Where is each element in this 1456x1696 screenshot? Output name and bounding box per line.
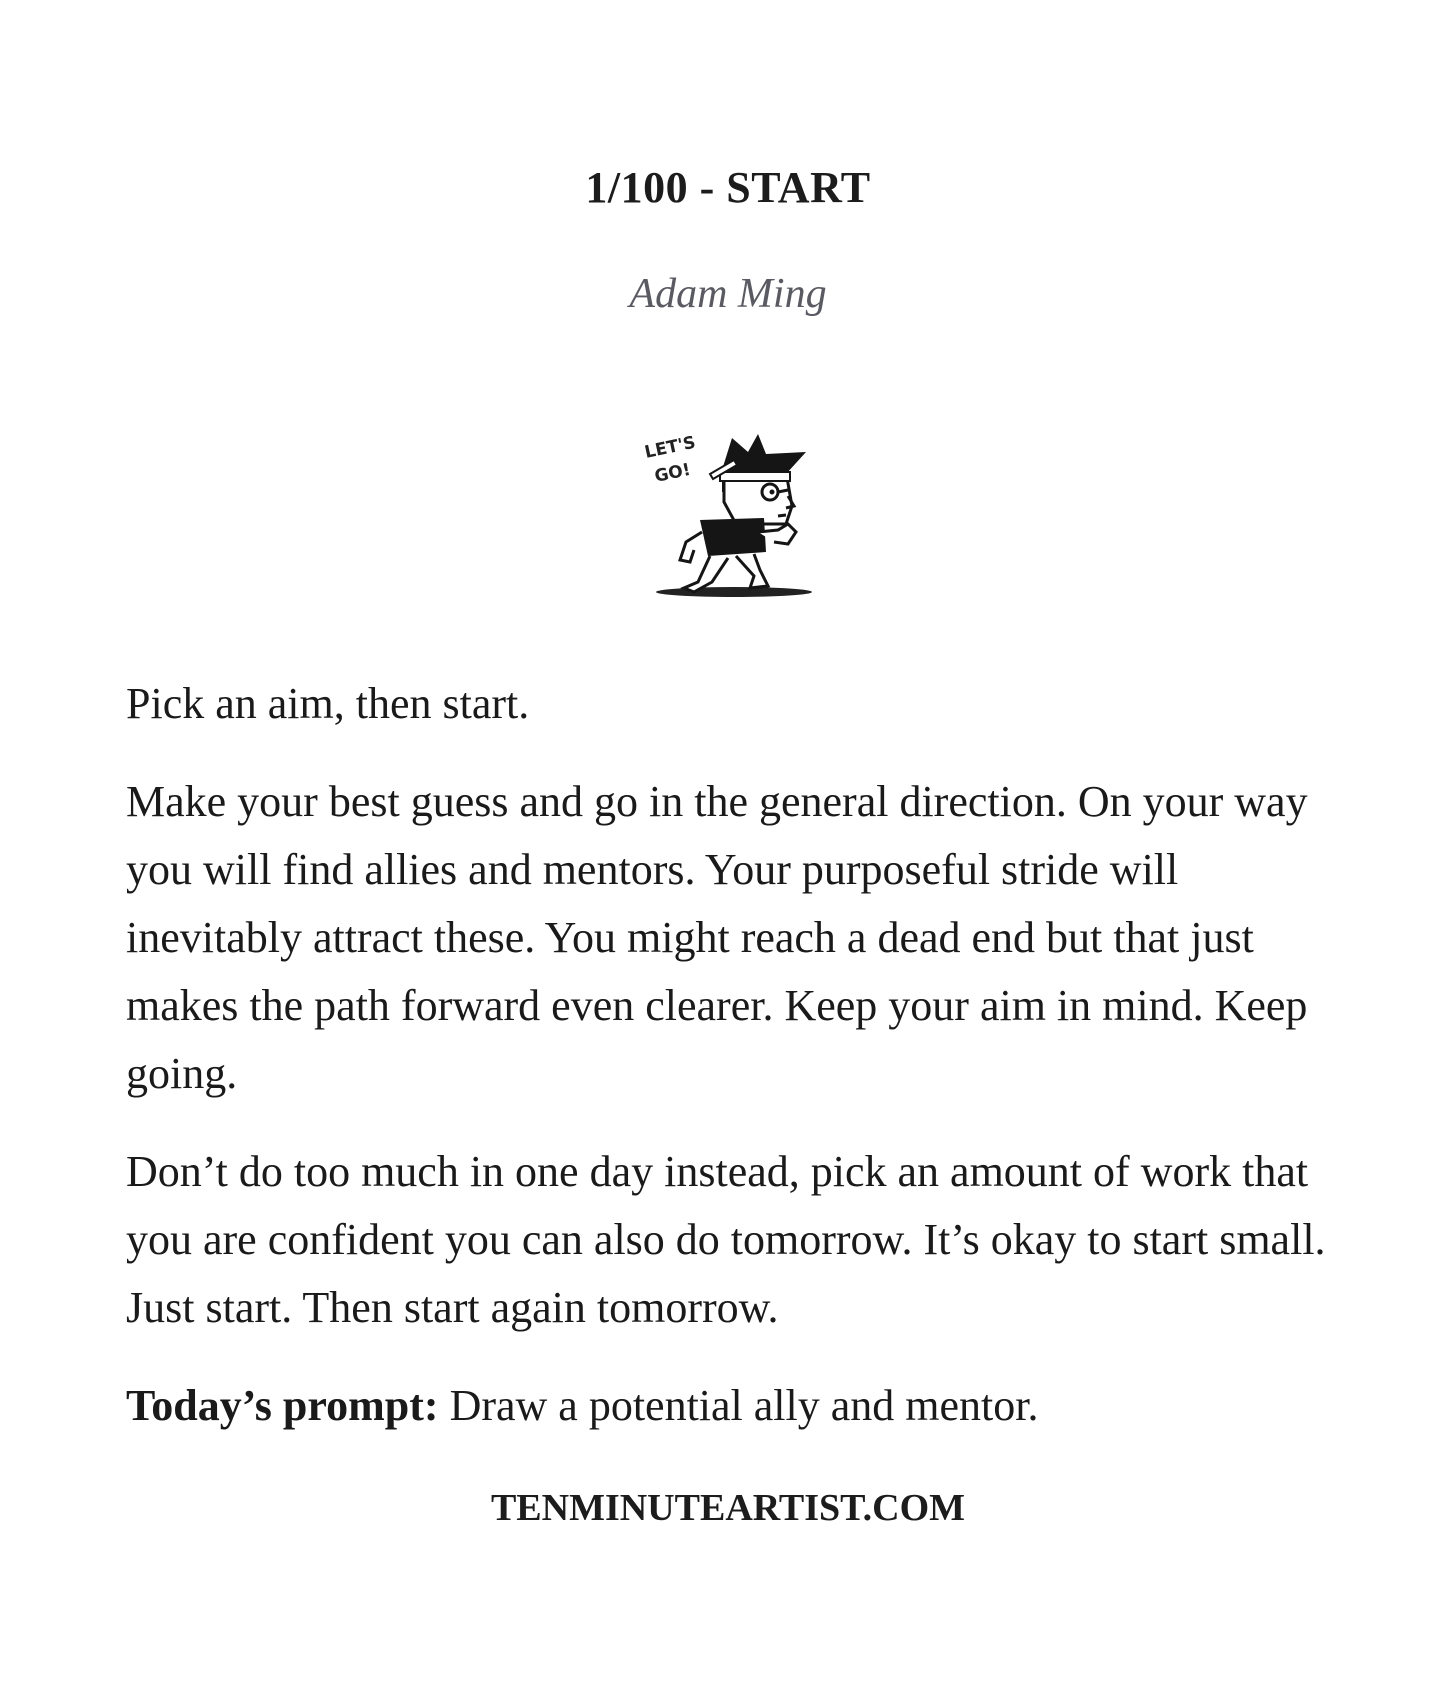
page-title: 1/100 - START <box>585 163 871 212</box>
prompt-label: Today’s prompt: <box>126 1381 439 1430</box>
site-url: TENMINUTEARTIST.COM <box>490 1487 966 1529</box>
speech-text-line1: LET'S <box>642 432 698 463</box>
prompt-text: Draw a potential ally and mentor. <box>449 1381 1039 1430</box>
speech-text-line2: GO! <box>652 459 693 487</box>
running-cartoon-character-icon <box>636 432 828 610</box>
paragraph-3: Don’t do too much in one day instead, pick an amount of work that you are confident you can also do tomorrow. It’s okay to start small. Just start. Then start again tomorrow. <box>126 1147 1326 1332</box>
author-name: Adam Ming <box>629 271 827 317</box>
article-body <box>126 670 1336 1470</box>
prompt-paragraph <box>126 1372 1336 1440</box>
paragraph-2: Make your best guess and go in the general direction. On your way you will find allies and mentors. Your purposeful stride will inevitably attract these. You might reach a dead end but that just makes the path forward even clearer. Keep your aim in mind. Keep going. <box>126 777 1308 1098</box>
paragraph-1: Pick an aim, then start. <box>126 679 530 728</box>
